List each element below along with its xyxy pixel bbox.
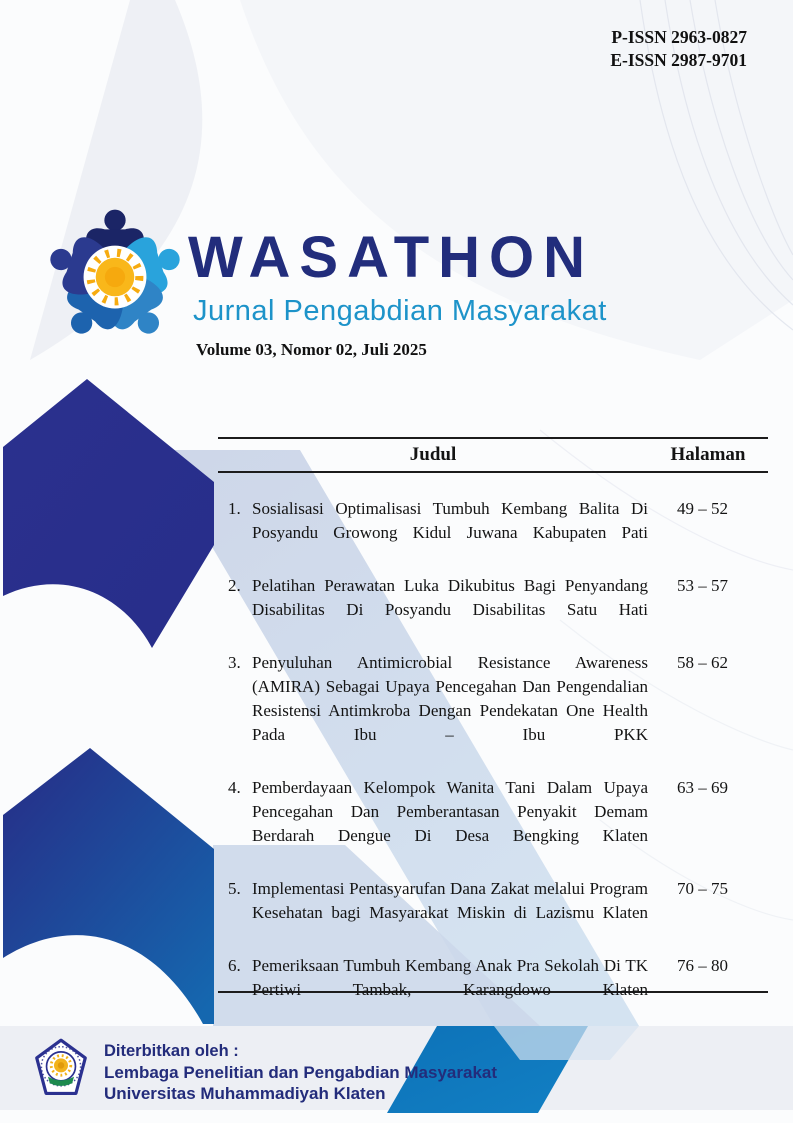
toc-entry-row[interactable] [218,497,768,569]
toc-entry-pages: 53 – 57 [677,576,728,595]
published-by-label: Diterbitkan oleh : [104,1042,239,1060]
toc-entry-pages: 58 – 62 [677,653,728,672]
navy-chevron-top [3,379,214,648]
toc-body [218,473,768,1026]
university-seal-icon [33,1037,89,1105]
journal-subtitle: Jurnal Pengabdian Masyarakat [193,295,607,327]
toc-header-title: Judul [409,444,457,465]
toc-entry-number: 3. [228,653,241,672]
table-of-contents [218,437,768,999]
toc-entry-row[interactable] [218,574,768,646]
toc-entry-pages: 70 – 75 [677,879,728,898]
toc-header-pages: Halaman [670,444,746,465]
journal-logo-icon [44,204,186,346]
navy-chevron-bottom [3,748,214,1024]
toc-entry-pages: 63 – 69 [677,778,728,797]
toc-entry-number: 1. [228,499,241,518]
sun-icon [84,246,147,309]
toc-header-row [218,439,768,473]
toc-entry-title[interactable]: Pemberdayaan Kelompok Wanita Tani Dalam Upaya Pencegahan Dan Pemberantasan Penyakit Demam Berdarah Dengue Di Desa Bengking Klaten [252,778,648,845]
toc-entry-row[interactable] [218,877,768,949]
toc-entry-number: 2. [228,576,241,595]
toc-entry-pages: 49 – 52 [677,499,728,518]
toc-entry-title[interactable]: Pelatihan Perawatan Luka Dikubitus Bagi Penyandang Disabilitas Di Posyandu Disabilitas Satu Hati [252,576,648,619]
toc-entry-title[interactable]: Penyuluhan Antimicrobial Resistance Awareness (AMIRA) Sebagai Upaya Pencegahan Dan Pengendalian Resistensi Antimkroba Dengan Pendekatan One Health Pada Ibu – Ibu PKK [252,653,648,744]
toc-entry-row[interactable] [218,776,768,872]
volume-issue-line: Volume 03, Nomor 02, Juli 2025 [196,340,427,359]
publisher-university: Universitas Muhammadiyah Klaten [104,1084,386,1103]
publisher-institution: Lembaga Penelitian dan Pengabdian Masyarakat [104,1063,498,1082]
toc-entry-pages: 76 – 80 [677,956,728,975]
toc-entry-title[interactable]: Pemeriksaan Tumbuh Kembang Anak Pra Sekolah Di TK Pertiwi Tambak, Karangdowo Klaten [252,956,648,999]
p-issn: P-ISSN 2963-0827 [611,27,747,47]
issn-block [610,26,747,72]
toc-entry-row[interactable] [218,651,768,771]
toc-entry-number: 6. [228,956,241,975]
toc-entry-number: 4. [228,778,241,797]
toc-entry-row[interactable] [218,954,768,1026]
toc-entry-title[interactable]: Implementasi Pentasyarufan Dana Zakat melalui Program Kesehatan bagi Masyarakat Miskin di Lazismu Klaten [252,879,648,922]
e-issn: E-ISSN 2987-9701 [610,50,747,70]
toc-entry-number: 5. [228,879,241,898]
journal-title: WASATHON [188,225,595,290]
publisher-block [104,1041,584,1104]
toc-entry-title[interactable]: Sosialisasi Optimalisasi Tumbuh Kembang Balita Di Posyandu Growong Kidul Juwana Kabupaten Pati [252,499,648,542]
